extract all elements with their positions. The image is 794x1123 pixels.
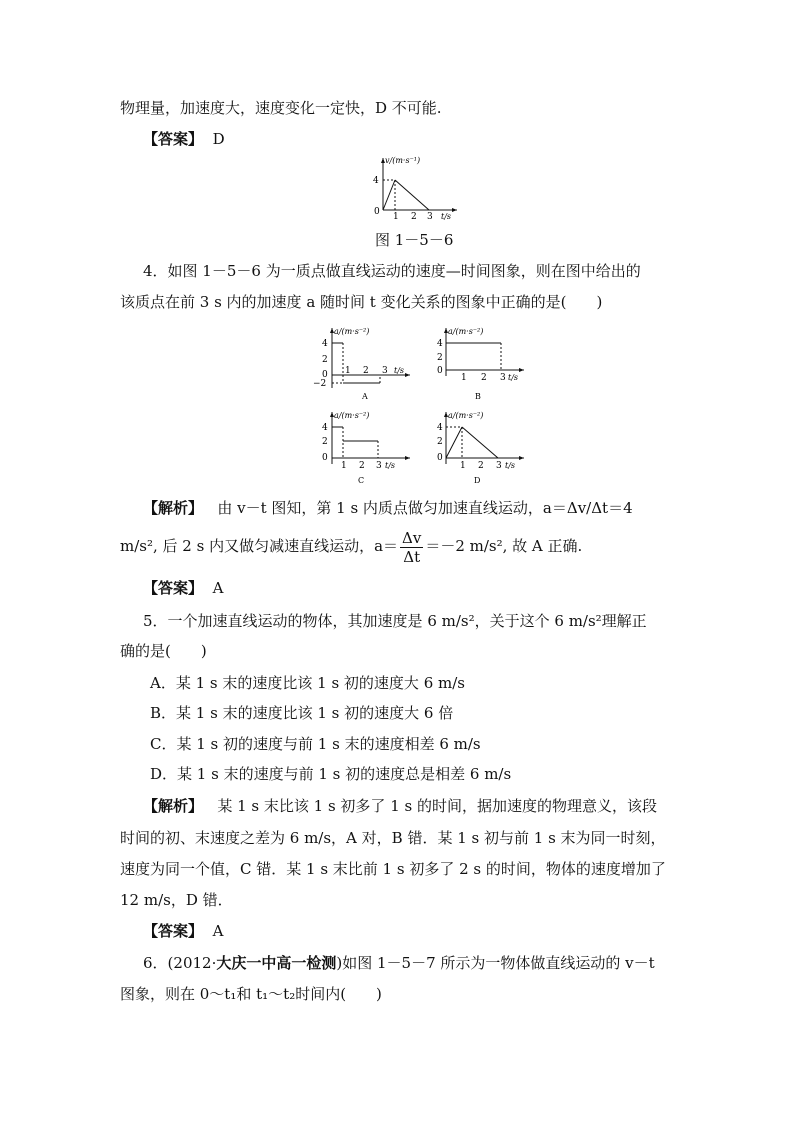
y-axis-label: a/(m·s⁻²) (448, 327, 484, 336)
graph-option-a (310, 322, 420, 402)
tick-label: 2 (437, 353, 443, 363)
analysis-label: 【解析】 (143, 797, 204, 815)
analysis-text: 某 1 s 末比该 1 s 初多了 1 s 的时间，据加速度的物理意义，该段 (217, 797, 657, 815)
tick-label: 1 (393, 212, 399, 222)
tick-label: 1 (345, 366, 351, 376)
tick-label: 4 (437, 339, 443, 349)
tick-label: 0 (322, 370, 328, 380)
analysis-row (143, 796, 657, 816)
tick-label: 4 (322, 423, 328, 433)
answer-value: D (212, 130, 225, 148)
x-axis-label: t/s (394, 366, 405, 375)
tick-label: 2 (322, 437, 328, 447)
question-5-line-1: 5．一个加速直线运动的物体，其加速度是 6 m/s²，关于这个 6 m/s²理解正 (143, 612, 647, 630)
analysis-row (143, 498, 633, 518)
option-a: A．某 1 s 末的速度比该 1 s 初的速度大 6 m/s (150, 674, 465, 692)
tick-label: 4 (322, 339, 328, 349)
fraction (400, 529, 423, 566)
tick-label: 2 (411, 212, 417, 222)
analysis-row (120, 527, 582, 566)
x-axis-label: t/s (505, 461, 516, 470)
graph-d-svg (428, 406, 538, 486)
tick-label: 2 (359, 461, 365, 471)
graph-c-svg (310, 406, 420, 486)
analysis-text: 时间的初、末速度之差为 6 m/s，A 对，B 错．某 1 s 初与前 1 s 末为同一时刻， (120, 829, 666, 847)
y-axis-label: a/(m·s⁻²) (334, 327, 370, 336)
tick-label: 3 (500, 373, 506, 383)
analysis-text: ＝－2 m/s², 故 A 正确. (425, 537, 583, 555)
answer-row (143, 921, 223, 941)
tick-label: 2 (437, 437, 443, 447)
tick-label: 0 (437, 366, 443, 376)
graph-label: D (474, 476, 481, 485)
tick-label: 1 (341, 461, 347, 471)
y-axis-label: a/(m·s⁻²) (334, 411, 370, 420)
question-5-line-2: 确的是( ) (120, 642, 207, 660)
graph-label: C (358, 476, 365, 485)
tick-label: 0 (437, 453, 443, 463)
graph-option-d (428, 406, 538, 486)
analysis-text: 12 m/s，D 错． (120, 891, 233, 909)
tick-label: 4 (373, 176, 379, 186)
tick-label: 1 (461, 373, 467, 383)
tick-label: 0 (374, 207, 380, 217)
x-axis-label: t/s (385, 461, 396, 470)
figure-caption: 图 1－5－6 (375, 231, 454, 249)
question-text: 6．(2012· (143, 954, 217, 972)
answer-label: 【答案】 (143, 922, 204, 940)
answer-label: 【答案】 (143, 579, 204, 597)
tick-label: 2 (322, 355, 328, 365)
question-text: )如图 1－5－7 所示为一物体做直线运动的 v－t (336, 954, 655, 972)
text-line: 物理量，加速度大，速度变化一定快，D 不可能. (120, 99, 442, 117)
tick-label: 0 (322, 453, 328, 463)
answer-value: A (212, 922, 224, 940)
tick-label: 3 (382, 366, 388, 376)
figure-1-5-6 (365, 152, 465, 222)
tick-label: 1 (460, 461, 466, 471)
graph-label: B (475, 392, 481, 401)
tick-label: 3 (427, 212, 433, 222)
x-axis-label: t/s (441, 212, 452, 221)
analysis-text: m/s², 后 2 s 内又做匀减速直线运动，a＝ (120, 537, 399, 555)
answer-value: A (212, 579, 224, 597)
analysis-label: 【解析】 (143, 499, 204, 517)
tick-label: 4 (437, 423, 443, 433)
graph-a-svg (310, 322, 420, 402)
option-d: D．某 1 s 末的速度与前 1 s 初的速度总是相差 6 m/s (150, 765, 512, 783)
y-axis-label: v/(m·s⁻¹) (385, 156, 421, 165)
fraction-denominator: Δt (403, 547, 421, 566)
tick-label: 2 (363, 366, 369, 376)
vt-graph (365, 152, 465, 222)
analysis-text: 速度为同一个值，C 错．某 1 s 末比前 1 s 初多了 2 s 的时间，物体的速度增加了 (120, 860, 666, 878)
question-4-line-1: 4．如图 1－5－6 为一质点做直线运动的速度—时间图象，则在图中给出的 (143, 262, 641, 280)
tick-label: 2 (478, 461, 484, 471)
option-c: C．某 1 s 初的速度与前 1 s 末的速度相差 6 m/s (150, 735, 481, 753)
answer-row (143, 578, 223, 598)
answer-label: 【答案】 (143, 130, 204, 148)
x-axis-label: t/s (508, 373, 519, 382)
question-6-line-1 (143, 953, 655, 973)
graph-b-svg (428, 322, 538, 402)
answer-row (143, 129, 225, 149)
fraction-numerator: Δv (402, 528, 422, 547)
graph-option-c (310, 406, 420, 486)
tick-label: −2 (313, 379, 327, 389)
graph-option-b (428, 322, 538, 402)
analysis-text: 由 v－t 图知，第 1 s 内质点做匀加速直线运动，a＝Δv/Δt＝4 (217, 499, 633, 517)
y-axis-label: a/(m·s⁻²) (448, 411, 484, 420)
question-source: 大庆一中高一检测 (216, 954, 337, 972)
question-6-line-2: 图象，则在 0～t₁和 t₁～t₂时间内( ) (120, 985, 382, 1003)
tick-label: 3 (496, 461, 502, 471)
option-b: B．某 1 s 末的速度比该 1 s 初的速度大 6 倍 (150, 704, 454, 722)
tick-label: 2 (481, 373, 487, 383)
tick-label: 3 (376, 461, 382, 471)
question-4-line-2: 该质点在前 3 s 内的加速度 a 随时间 t 变化关系的图象中正确的是( ) (120, 293, 603, 311)
graph-label: A (362, 392, 368, 401)
